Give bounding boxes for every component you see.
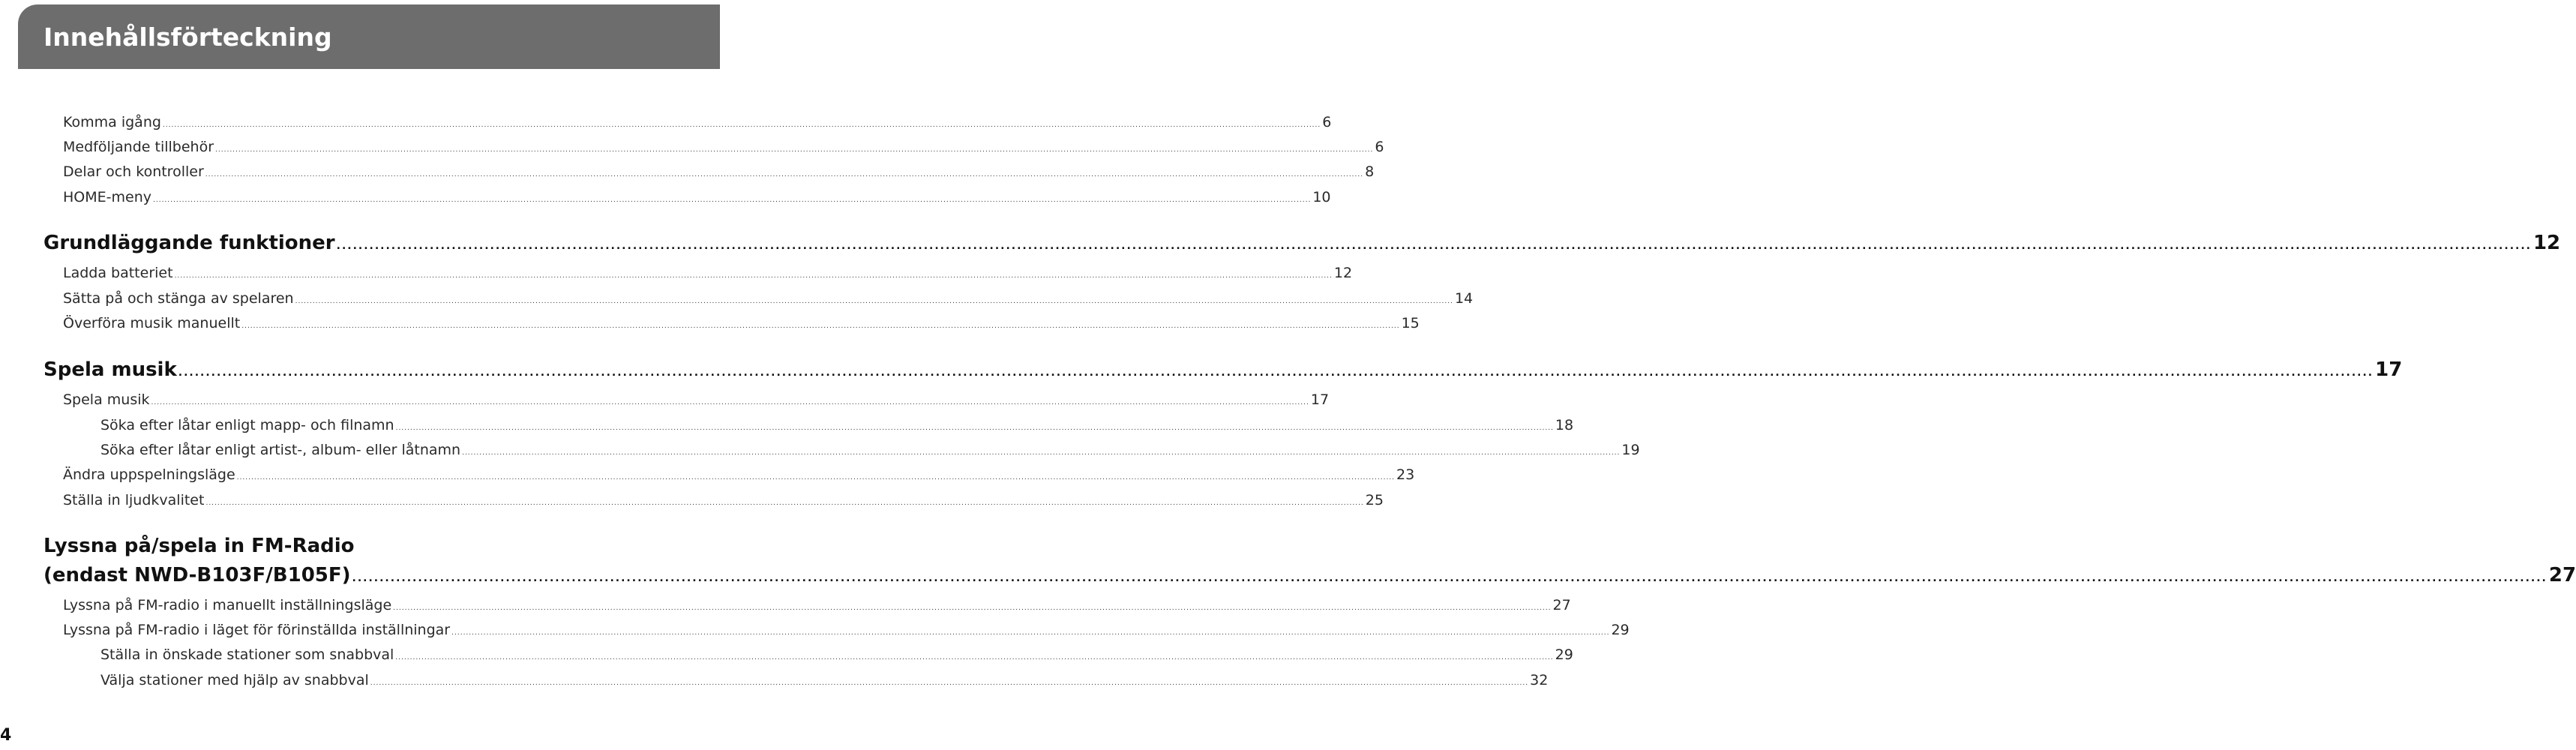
toc-entry-title: Delar och kontroller xyxy=(63,164,204,180)
toc-entry-delar-och-kontroller[interactable] xyxy=(63,164,1375,180)
toc-entry-page: 14 xyxy=(1454,290,1474,307)
toc-section-title: Grundläggande funktioner xyxy=(43,232,335,254)
toc-entry-title: Ändra uppspelningsläge xyxy=(63,466,235,483)
toc-entry-page: 18 xyxy=(1555,417,1574,434)
toc-entry-satta-pa-och-stanga-av[interactable] xyxy=(63,290,1474,307)
toc-entry-page: 6 xyxy=(1375,139,1384,155)
toc-entry-medfoljande-tillbehor[interactable] xyxy=(63,139,1384,155)
toc-leader-dots: ................................................................................................................................................................................................................................................................................................................................................................................................................ xyxy=(178,367,2374,379)
page-number: 4 xyxy=(0,726,12,745)
toc-entry-page: 6 xyxy=(1322,114,1332,130)
toc-section-fm-radio-title-line1[interactable]: Lyssna på/spela in FM-Radio xyxy=(43,535,355,557)
toc-entry-stalla-in-ljudkvalitet[interactable] xyxy=(63,492,1384,508)
toc-entry-page: 17 xyxy=(1310,392,1330,408)
page-title: Innehållsförteckning xyxy=(43,22,332,52)
toc-entry-title: Ställa in önskade stationer som snabbval xyxy=(100,646,394,663)
toc-entry-title: Överföra musik manuellt xyxy=(63,315,241,332)
toc-entry-title: Sätta på och stänga av spelaren xyxy=(63,290,294,307)
toc-leader-dots: ................................................................................................................................................................................................................................................................................................................................................................................................................ xyxy=(295,298,1453,305)
toc-entry-page: 19 xyxy=(1621,442,1640,458)
toc-section-fm-radio[interactable] xyxy=(43,564,2576,586)
toc-leader-dots: ................................................................................................................................................................................................................................................................................................................................................................................................................ xyxy=(205,171,1364,178)
toc-section-title: Spela musik xyxy=(43,358,177,381)
toc-entry-title: Medföljande tillbehör xyxy=(63,139,214,155)
toc-entry-title: Ställa in ljudkvalitet xyxy=(63,492,205,508)
toc-entry-title: Lyssna på FM-radio i läget för förinställda inställningar xyxy=(63,622,451,638)
toc-entry-title: Välja stationer med hjälp av snabbval xyxy=(100,672,369,688)
toc-leader-dots: ................................................................................................................................................................................................................................................................................................................................................................................................................ xyxy=(205,500,1364,507)
toc-leader-dots: ................................................................................................................................................................................................................................................................................................................................................................................................................ xyxy=(395,424,1554,432)
toc-entry-soka-artist-album-latnamn[interactable] xyxy=(100,442,1640,458)
toc-entry-home-meny[interactable] xyxy=(63,189,1331,206)
toc-entry-page: 8 xyxy=(1365,164,1375,180)
toc-leader-dots: ................................................................................................................................................................................................................................................................................................................................................................................................................ xyxy=(152,196,1312,204)
toc-section-page: 27 xyxy=(2548,564,2576,586)
toc-leader-dots: ................................................................................................................................................................................................................................................................................................................................................................................................................ xyxy=(462,449,1621,457)
toc-entry-andra-uppspelningslage[interactable] xyxy=(63,466,1415,483)
toc-entry-page: 29 xyxy=(1611,622,1630,638)
toc-entry-title: Lyssna på FM-radio i manuellt inställningsläge xyxy=(63,597,392,614)
toc-entry-page: 12 xyxy=(1333,265,1353,281)
toc-entry-page: 27 xyxy=(1552,597,1571,614)
toc-entry-title: Spela musik xyxy=(63,392,150,408)
toc-section-spela-musik[interactable] xyxy=(43,358,2403,381)
toc-leader-dots: ................................................................................................................................................................................................................................................................................................................................................................................................................ xyxy=(393,604,1552,612)
toc-section-page: 12 xyxy=(2533,232,2561,254)
toc-leader-dots: ................................................................................................................................................................................................................................................................................................................................................................................................................ xyxy=(241,322,1400,330)
toc-entry-page: 32 xyxy=(1530,672,1549,688)
toc-section-grundlaggande-funktioner[interactable] xyxy=(43,232,2561,254)
toc-entry-title: Komma igång xyxy=(63,114,161,130)
toc-leader-dots: ................................................................................................................................................................................................................................................................................................................................................................................................................ xyxy=(370,680,1529,687)
toc-leader-dots: ................................................................................................................................................................................................................................................................................................................................................................................................................ xyxy=(236,474,1396,482)
toc-entry-page: 15 xyxy=(1401,315,1420,332)
toc-entry-stalla-in-snabbval[interactable] xyxy=(100,646,1573,663)
toc-leader-dots: ................................................................................................................................................................................................................................................................................................................................................................................................................ xyxy=(162,122,1321,129)
toc-entry-title: Söka efter låtar enligt mapp- och filnamn xyxy=(100,417,394,434)
toc-entry-page: 10 xyxy=(1312,189,1331,206)
toc-leader-dots: ................................................................................................................................................................................................................................................................................................................................................................................................................ xyxy=(215,146,1374,154)
toc-entry-page: 25 xyxy=(1365,492,1384,508)
toc-entry-page: 29 xyxy=(1555,646,1573,663)
toc-entry-spela-musik[interactable] xyxy=(63,392,1330,408)
toc-entry-ladda-batteriet[interactable] xyxy=(63,265,1353,281)
toc-entry-valja-stationer-snabbval[interactable] xyxy=(100,672,1549,688)
toc-entry-title: Ladda batteriet xyxy=(63,265,173,281)
toc-entry-overfora-musik-manuellt[interactable] xyxy=(63,315,1420,332)
toc-section-page: 17 xyxy=(2375,358,2403,381)
toc-entry-page: 23 xyxy=(1396,466,1415,483)
toc-leader-dots: ................................................................................................................................................................................................................................................................................................................................................................................................................ xyxy=(151,399,1309,406)
toc-leader-dots: ................................................................................................................................................................................................................................................................................................................................................................................................................ xyxy=(336,240,2532,252)
toc-leader-dots: ................................................................................................................................................................................................................................................................................................................................................................................................................ xyxy=(352,572,2548,584)
toc-entry-komma-igang[interactable] xyxy=(63,114,1332,130)
toc-entry-title: Söka efter låtar enligt artist-, album- eller låtnamn xyxy=(100,442,461,458)
toc-leader-dots: ................................................................................................................................................................................................................................................................................................................................................................................................................ xyxy=(451,629,1610,637)
toc-entry-fm-manuellt[interactable] xyxy=(63,597,1571,614)
toc-leader-dots: ................................................................................................................................................................................................................................................................................................................................................................................................................ xyxy=(395,654,1554,662)
toc-entry-soka-mapp-och-filnamn[interactable] xyxy=(100,417,1574,434)
toc-section-title: (endast NWD-B103F/B105F) xyxy=(43,564,351,586)
toc-leader-dots: ................................................................................................................................................................................................................................................................................................................................................................................................................ xyxy=(174,272,1333,280)
toc-entry-title: HOME-meny xyxy=(63,189,151,206)
toc-entry-fm-forinstallda[interactable] xyxy=(63,622,1630,638)
